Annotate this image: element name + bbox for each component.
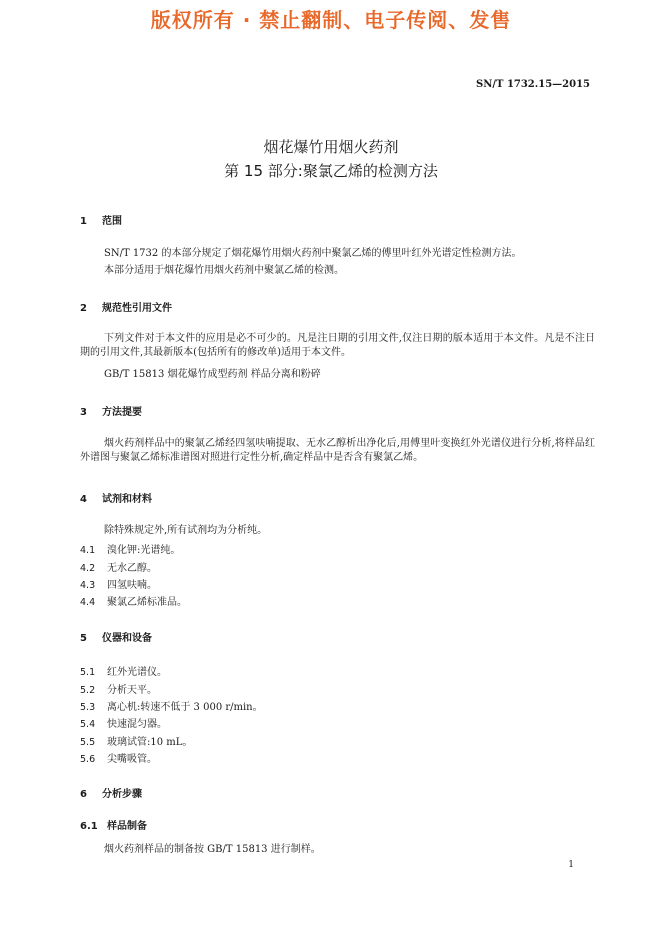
section-2-para-1: 下列文件对于本文件的应用是必不可少的。凡是注日期的引用文件,仅注日期的版本适用于本文件。凡是不注日期的引用文件,其最新版本(包括所有的修改单)适用于本文件。 xyxy=(80,333,595,358)
page-number: 1 xyxy=(568,860,574,870)
section-3-heading: 3 方法提要 xyxy=(80,407,142,418)
reagent-item: 4.4 聚氯乙烯标准品。 xyxy=(80,597,187,608)
section-1-heading: 1 范围 xyxy=(80,216,122,227)
equipment-item: 5.3 离心机:转速不低于 3 000 r/min。 xyxy=(80,702,263,713)
reagent-item: 4.3 四氢呋喃。 xyxy=(80,580,157,591)
section-6-1-para-1: 烟火药剂样品的制备按 GB/T 15813 进行制样。 xyxy=(104,844,321,855)
section-1-para-2: 本部分适用于烟花爆竹用烟火药剂中聚氯乙烯的检测。 xyxy=(104,265,344,276)
section-1-para-1: SN/T 1732 的本部分规定了烟花爆竹用烟火药剂中聚氯乙烯的傅里叶红外光谱定性检测方法。 xyxy=(104,248,522,259)
watermark-banner: 版权所有 · 禁止翻制、电子传阅、发售 xyxy=(150,8,512,32)
reagent-item: 4.1 溴化钾:光谱纯。 xyxy=(80,545,181,556)
section-6-1-heading: 6.1 样品制备 xyxy=(80,821,147,832)
equipment-item: 5.1 红外光谱仪。 xyxy=(80,667,167,678)
section-5-heading: 5 仪器和设备 xyxy=(80,633,152,644)
equipment-item: 5.6 尖嘴吸管。 xyxy=(80,754,157,765)
equipment-item: 5.2 分析天平。 xyxy=(80,685,157,696)
equipment-item: 5.5 玻璃试管:10 mL。 xyxy=(80,737,193,748)
reagent-item: 4.2 无水乙醇。 xyxy=(80,563,157,574)
section-4-heading: 4 试剂和材料 xyxy=(80,494,152,505)
section-3-para-1: 烟火药剂样品中的聚氯乙烯经四氢呋喃提取、无水乙醇析出净化后,用傅里叶变换红外光谱仪进行分析,将样品红外谱图与聚氯乙烯标准谱图对照进行定性分析,确定样品中是否含有聚氯乙烯。 xyxy=(80,438,595,463)
doc-title-line2: 第 15 部分:聚氯乙烯的检测方法 xyxy=(224,162,438,180)
section-4-intro: 除特殊规定外,所有试剂均为分析纯。 xyxy=(104,525,268,536)
standard-code: SN/T 1732.15—2015 xyxy=(476,79,590,90)
doc-title-line1: 烟花爆竹用烟火药剂 xyxy=(263,138,399,156)
section-6-heading: 6 分析步骤 xyxy=(80,789,142,800)
section-2-heading: 2 规范性引用文件 xyxy=(80,303,172,314)
equipment-item: 5.4 快速混匀器。 xyxy=(80,719,167,730)
section-2-reference: GB/T 15813 烟花爆竹成型药剂 样品分离和粉碎 xyxy=(104,369,321,380)
